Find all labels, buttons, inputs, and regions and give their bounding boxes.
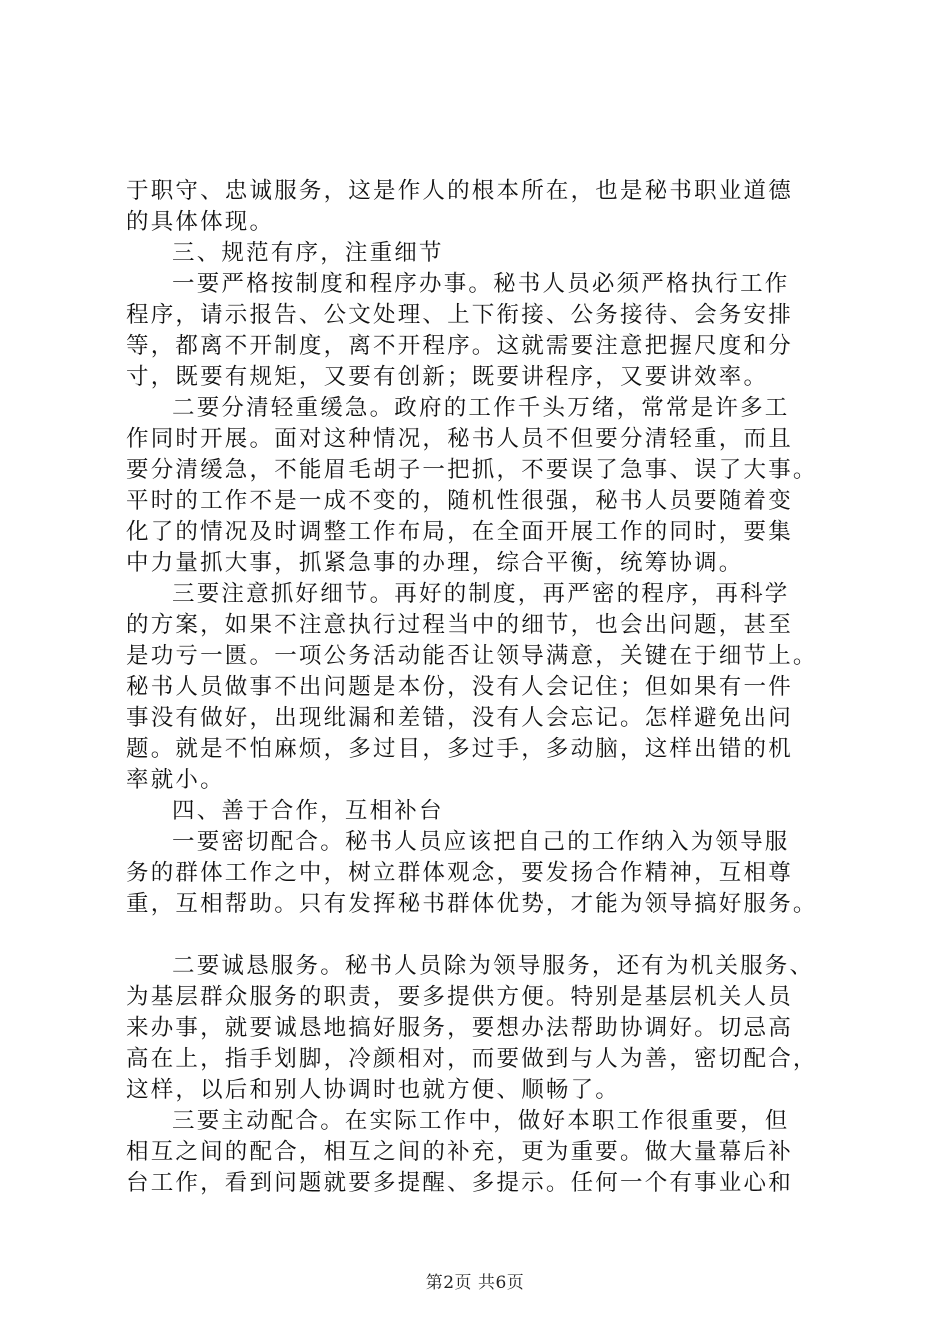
- text-line: 寸，既要有规矩，又要有创新；既要讲程序，又要讲效率。: [126, 364, 769, 390]
- text-line: 平时的工作不是一成不变的，随机性很强，秘书人员要随着变: [126, 488, 793, 514]
- section-heading: 三、规范有序，注重细节: [172, 240, 444, 266]
- text-line: 一要严格按制度和程序办事。秘书人员必须严格执行工作: [172, 271, 790, 297]
- text-line: 三要主动配合。在实际工作中，做好本职工作很重要，但: [172, 1108, 790, 1134]
- document-body: [126, 176, 836, 1199]
- text-line: 事没有做好，出现纰漏和差错，没有人会忘记。怎样避免出问: [126, 705, 793, 731]
- text-line: 的具体体现。: [126, 209, 275, 235]
- text-line: 的方案，如果不注意执行过程当中的细节，也会出问题，甚至: [126, 612, 793, 638]
- text-line: 这样，以后和别人协调时也就方便、顺畅了。: [126, 1077, 621, 1103]
- text-line: 程序，请示报告、公文处理、上下衔接、公务接待、会务安排: [126, 302, 793, 328]
- text-line: 中力量抓大事，抓紧急事的办理，综合平衡，统筹协调。: [126, 550, 744, 576]
- text-line: 务的群体工作之中，树立群体观念，要发扬合作精神，互相尊: [126, 860, 793, 886]
- page-number-footer: 第2页 共6页: [425, 1273, 525, 1293]
- text-line: 秘书人员做事不出问题是本份，没有人会记住；但如果有一件: [126, 674, 793, 700]
- section-heading: 四、善于合作，互相补台: [172, 798, 444, 824]
- text-line: 台工作，看到问题就要多提醒、多提示。任何一个有事业心和: [126, 1170, 793, 1196]
- text-line: 题。就是不怕麻烦，多过目，多过手，多动脑，这样出错的机: [126, 736, 793, 762]
- text-line: 作同时开展。面对这种情况，秘书人员不但要分清轻重，而且: [126, 426, 793, 452]
- text-line: 二要诚恳服务。秘书人员除为领导服务，还有为机关服务、: [172, 953, 815, 979]
- text-line: 相互之间的配合，相互之间的补充，更为重要。做大量幕后补: [126, 1139, 793, 1165]
- text-line: 率就小。: [126, 767, 225, 793]
- text-line: 于职守、忠诚服务，这是作人的根本所在，也是秘书职业道德: [126, 178, 793, 204]
- text-line: 三要注意抓好细节。再好的制度，再严密的程序，再科学: [172, 581, 790, 607]
- text-line: 为基层群众服务的职责，要多提供方便。特别是基层机关人员: [126, 984, 793, 1010]
- text-line: 一要密切配合。秘书人员应该把自己的工作纳入为领导服: [172, 829, 790, 855]
- text-line: 等，都离不开制度，离不开程序。这就需要注意把握尺度和分: [126, 333, 793, 359]
- text-line: 化了的情况及时调整工作布局，在全面开展工作的同时，要集: [126, 519, 793, 545]
- text-line: 二要分清轻重缓急。政府的工作千头万绪，常常是许多工: [172, 395, 790, 421]
- text-line: 高在上，指手划脚，冷颜相对，而要做到与人为善，密切配合，: [126, 1046, 818, 1072]
- text-line: 是功亏一匮。一项公务活动能否让领导满意，关键在于细节上。: [126, 643, 818, 669]
- text-line: 重，互相帮助。只有发挥秘书群体优势，才能为领导搞好服务。: [126, 891, 818, 917]
- text-line: 来办事，就要诚恳地搞好服务，要想办法帮助协调好。切忌高: [126, 1015, 793, 1041]
- text-line: 要分清缓急，不能眉毛胡子一把抓，不要误了急事、误了大事。: [126, 457, 818, 483]
- blank-line: [126, 920, 836, 951]
